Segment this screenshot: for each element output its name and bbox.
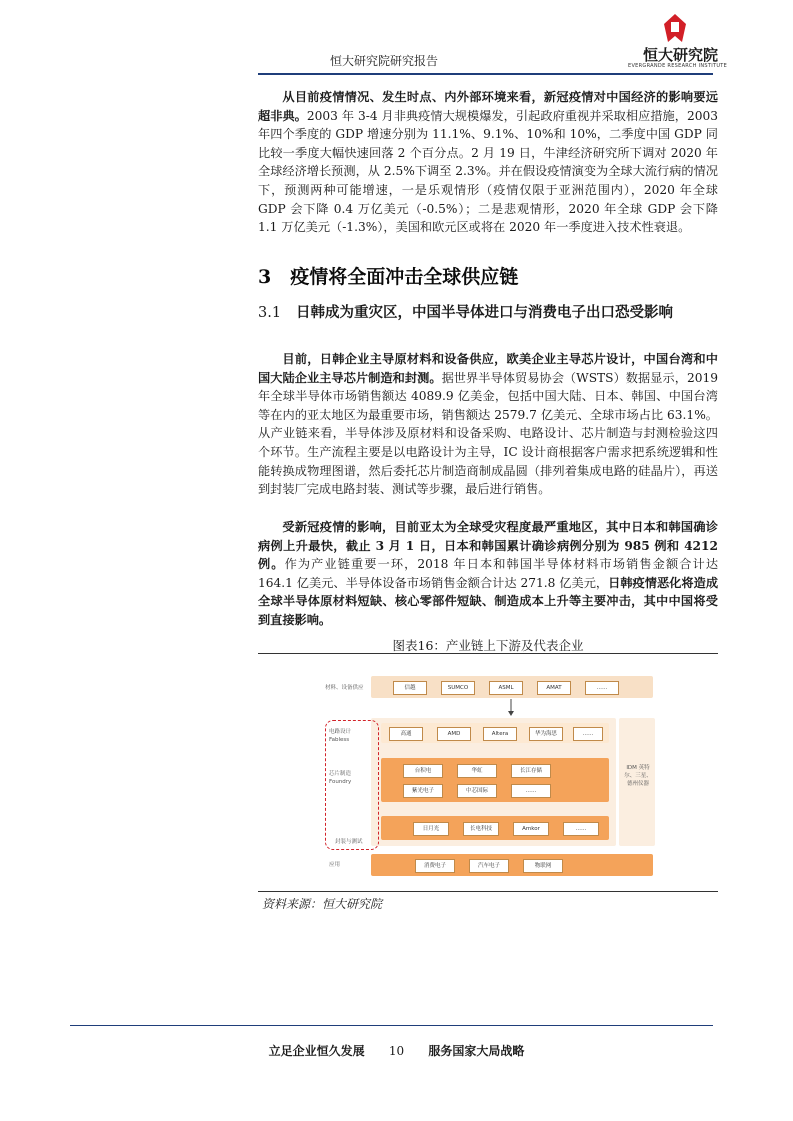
packaging-label: 封装与测试 bbox=[335, 839, 363, 845]
packaging-item: 长电科技 bbox=[463, 822, 499, 836]
footer-divider bbox=[70, 1025, 713, 1026]
foundry-item: 紫光电子 bbox=[403, 784, 443, 798]
subsection-title: 日韩成为重灾区，中国半导体进口与消费电子出口恐受影响 bbox=[296, 304, 673, 321]
subsection-number: 3.1 bbox=[258, 305, 282, 321]
para2-bold: 目前，日韩企业主导原材料和设备供应，欧美企业主导芯片设计，中国台湾和中国大陆企业主导芯片制造和封测。 bbox=[258, 352, 718, 385]
footer-left: 立足企业恒久发展 bbox=[268, 1044, 365, 1058]
application-item: 物联网 bbox=[523, 859, 563, 873]
logo-subtitle: EVERGRANDE RESEARCH INSTITUTE bbox=[628, 63, 728, 69]
para2-text: 据世界半导体贸易协会（WSTS）数据显示，2019 年全球半导体市场销售额达 4089.9 亿美金，包括中国大陆、日本、韩国、中国台湾等在内的亚太地区为最重要市场，销售额达 2579.7 亿美元、全球市场占比 63.1%。从产业链来看，半导体涉及原材料和设备采购、电路设计、芯片制造与封测检验这四个环节。生产流程主要是以电路设计为主导，IC 设计商根据客户需求把系统逻辑和性能转换成物理图谱，然后委托芯片制造商制成晶圆（排列着集成电路的硅晶片），再送到封装厂完成电路封装、测试等步骤，最后进行销售。 bbox=[258, 370, 719, 497]
materials-label: 材料、设备供应 bbox=[325, 685, 364, 691]
para1-bold: 从目前疫情情况、发生时点、内外部环境来看，新冠疫情对中国经济的影响要远超非典。 bbox=[258, 90, 718, 123]
figure-top-rule bbox=[258, 653, 718, 654]
packaging-item: 日月光 bbox=[413, 822, 449, 836]
para3-text: 作为产业链重要一环，2018 年日本和韩国半导体材料市场销售金额合计达 164.1 亿美元、半导体设备市场销售金额合计达 271.8 亿美元， bbox=[258, 557, 719, 590]
materials-item: SUMCO bbox=[441, 681, 475, 695]
section-heading: 3 疫情将全面冲击全球供应链 bbox=[258, 266, 519, 288]
para1-text: 2003 年 3-4 月非典疫情大规模爆发，引起政府重视并采取相应措施，2003 年四个季度的 GDP 增速分别为 11.1%、9.1%、10%和 10%，二季度中国 GDP 同比较一季度大幅快速回落 2 个百分点。2 月 19 日，牛津经济研究所下调对 2020 年全球经济增长预测，从 2.5%下调至 2.3%。并在假设疫情演变为全球大流行病的情况下，预测两种可能增速，一是乐观情形（疫情仅限于亚洲范围内），2020 年全球 GDP 会下降 0.4 万亿美元（-0.5%）；二是悲观情形，2020 年全球 GDP 会下降 1.1 万亿美元（-1.3%），美国和欧元区或将在 2020 年一季度进入技术性衰退。 bbox=[258, 108, 719, 235]
foundry-item: 华虹 bbox=[457, 764, 497, 778]
footer-right: 服务国家大局战略 bbox=[428, 1044, 525, 1058]
fabless-item: …… bbox=[573, 727, 603, 741]
figure-caption: 图表16：产业链上下游及代表企业 bbox=[392, 638, 584, 653]
paragraph-1 bbox=[258, 88, 718, 237]
fabless-item: 高通 bbox=[389, 727, 423, 741]
page-footer bbox=[0, 1042, 793, 1059]
foundry-item: …… bbox=[511, 784, 551, 798]
materials-item: AMAT bbox=[537, 681, 571, 695]
highlight-box bbox=[325, 720, 379, 850]
report-header: 恒大研究院研究报告 bbox=[330, 54, 439, 68]
packaging-item: …… bbox=[563, 822, 599, 836]
packaging-item: Amkor bbox=[513, 822, 549, 836]
page-number: 10 bbox=[388, 1044, 405, 1058]
para3-bold-1: 受新冠疫情的影响，目前亚太为全球受灾程度最严重地区，其中日本和韩国确诊病例上升最快，截止 3 月 1 日，日本和韩国累计确诊病例分别为 985 例和 4212 例。 bbox=[258, 520, 718, 572]
figure-source: 资料来源：恒大研究院 bbox=[262, 897, 383, 911]
application-item: 汽车电子 bbox=[469, 859, 509, 873]
application-band bbox=[371, 854, 653, 876]
materials-item: 信越 bbox=[393, 681, 427, 695]
paragraph-2 bbox=[258, 350, 718, 499]
fabless-label: 电路设计 Fabless bbox=[329, 729, 352, 743]
foundry-label: 芯片制造 Foundry bbox=[329, 771, 352, 785]
fabless-item: 华为海思 bbox=[529, 727, 563, 741]
fabless-item: AMD bbox=[437, 727, 471, 741]
arrow-down-icon bbox=[507, 699, 515, 717]
materials-item: …… bbox=[585, 681, 619, 695]
header-divider bbox=[258, 73, 713, 75]
application-item: 消费电子 bbox=[415, 859, 455, 873]
supply-chain-diagram bbox=[323, 668, 663, 878]
para3-bold-2: 日韩疫情恶化将造成全球半导体原材料短缺、核心零部件短缺、制造成本上升等主要冲击，其中中国将受到直接影响。 bbox=[258, 575, 719, 627]
application-label: 应用 bbox=[329, 862, 341, 868]
paragraph-3 bbox=[258, 518, 718, 630]
figure-bottom-rule bbox=[258, 891, 718, 892]
logo-text: 恒大研究院 bbox=[643, 46, 719, 64]
fabless-item: Altera bbox=[483, 727, 517, 741]
subsection-heading bbox=[258, 302, 718, 324]
foundry-item: 长江存储 bbox=[511, 764, 551, 778]
foundry-item: 中芯国际 bbox=[457, 784, 497, 798]
materials-item: ASML bbox=[489, 681, 523, 695]
foundry-item: 台积电 bbox=[403, 764, 443, 778]
idm-label: IDM 英特尔、三星、德州仪器 bbox=[624, 765, 652, 787]
